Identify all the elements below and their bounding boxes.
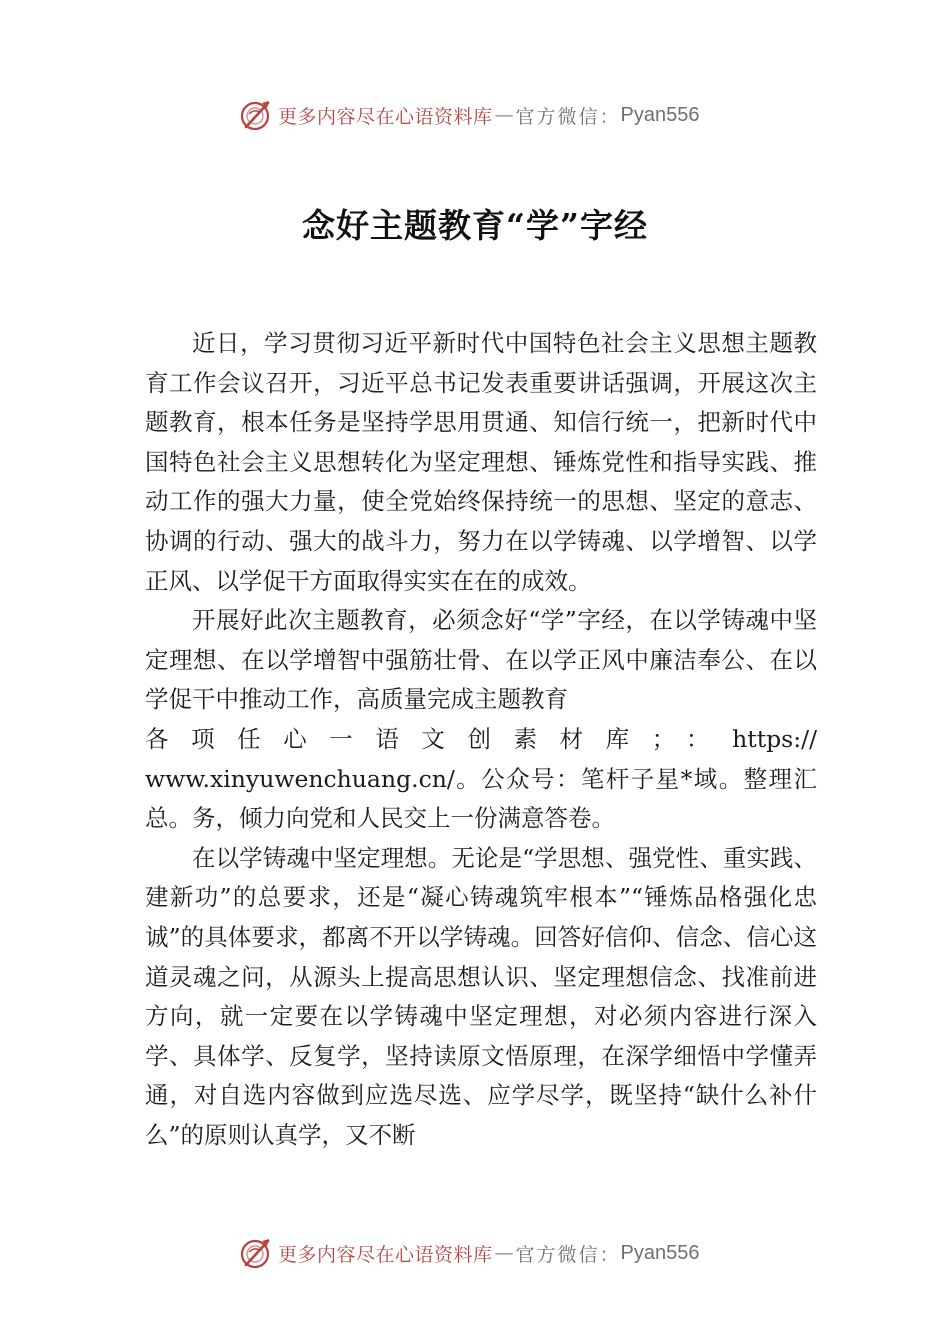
banner-wechat-label: 官方微信： [515,105,621,128]
paragraph-study-overview [145,601,817,839]
banner-wechat-label: 官方微信： [515,1243,621,1266]
banner-wechat-id: Pyan556 [620,103,700,126]
inline-source-url-rest: www.xinyuwenchuang.cn/。公众号：笔杆子星*域。整理汇总。务，倾力向党和人民交上一份满意答卷。 [145,764,817,833]
header-banner [238,95,700,135]
banner-slogan: 更多内容尽在心语资料库 [278,105,493,128]
document-body [145,324,817,1155]
banner-dash: — [494,1242,514,1264]
paragraph-soul-building: 在以学铸魂中坚定理想。无论是“学思想、强党性、重实践、建新功”的总要求，还是“凝心铸魂筑牢根本”“锤炼品格强化忠诚”的具体要求，都离不开以学铸魂。回答好信仰、信念、信心这道灵魂之问，从源头上提高思想认识、坚定理想信念、找准前进方向，就一定要在以学铸魂中坚定理想，对必须内容进行深入学、具体学、反复学，坚持读原文悟原理，在深学细悟中学懂弄通，对自选内容做到应选尽选、应学尽学，既坚持“缺什么补什么”的原则认真学，又不断 [145,843,817,1149]
banner-slogan: 更多内容尽在心语资料库 [278,1243,493,1266]
document-title: 念好主题教育“学”字经 [302,206,648,245]
paragraph-study-overview-text: 开展好此次主题教育，必须念好“学”字经，在以学铸魂中坚定理想、在以学增智中强筋壮骨、在以学正风中廉洁奉公、在以学促干中推动工作，高质量完成主题教育 [145,606,817,714]
banner-dash: — [494,104,514,126]
banner-wechat-id: Pyan556 [620,1241,700,1264]
inline-source-line: 各项任心一语文创素材库；：https:// [145,724,817,753]
footer-banner [238,1233,700,1273]
paragraph-intro: 近日，学习贯彻习近平新时代中国特色社会主义思想主题教育工作会议召开，习近平总书记发表重要讲话强调，开展这次主题教育，根本任务是坚持学思用贯通、知信行统一，把新时代中国特色社会主义思想转化为坚定理想、锤炼党性和指导实践、推动工作的强大力量，使全党始终保持统一的思想、坚定的意志、协调的行动、强大的战斗力，努力在以学铸魂、以学增智、以学正风、以学促干方面取得实实在在的成效。 [145,329,817,595]
quill-seal-logo-icon [238,1235,274,1271]
quill-seal-logo-icon [238,97,274,133]
